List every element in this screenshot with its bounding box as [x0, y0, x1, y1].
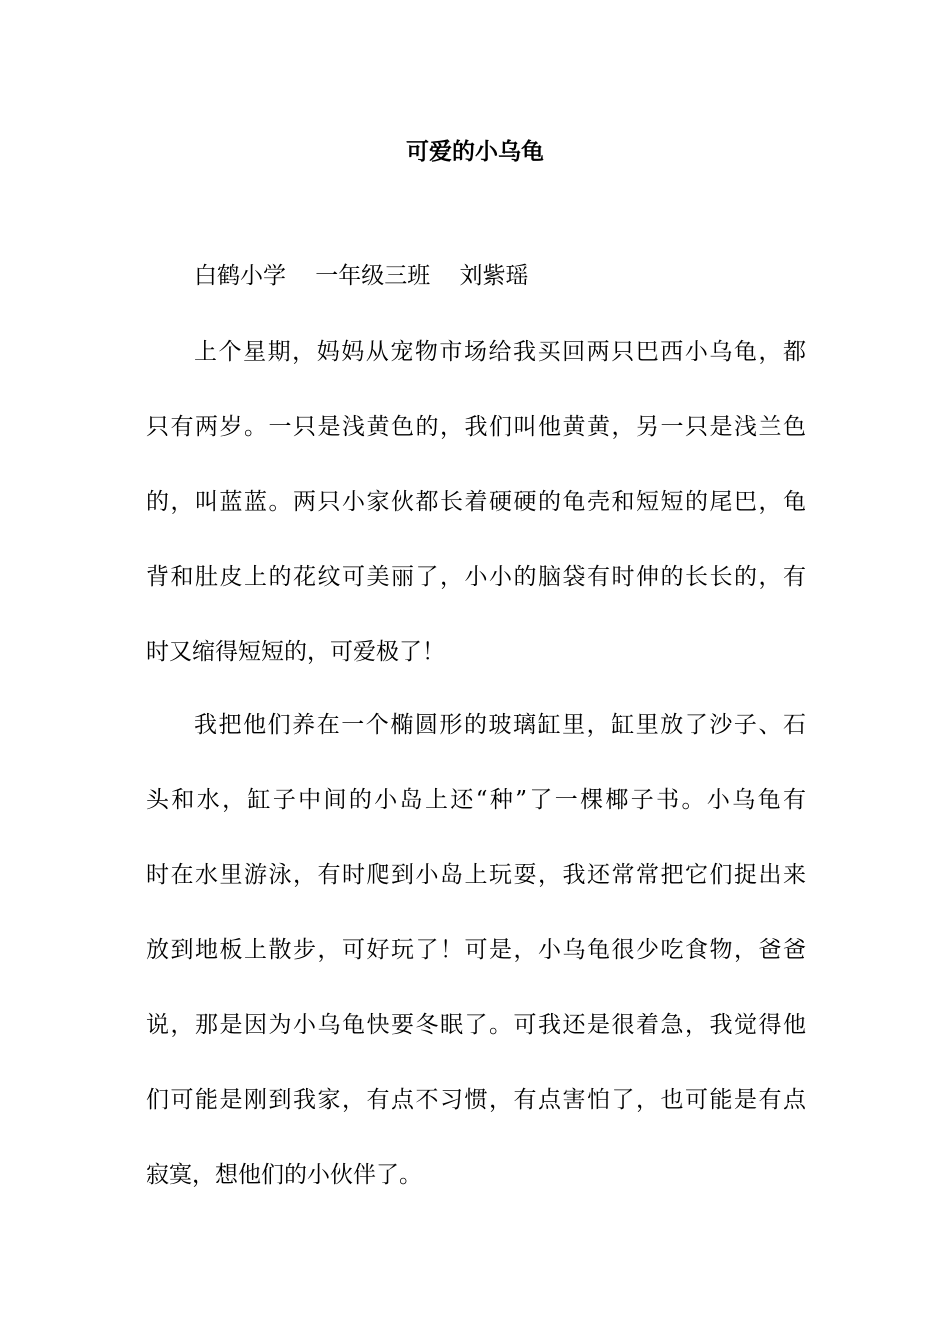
paragraph-1-line-5: 时又缩得短短的，可爱极了！ — [146, 639, 445, 665]
paragraph-2-line-4: 放到地板上散步，可好玩了！可是，小乌龟很少吃食物，爸爸 — [146, 937, 806, 963]
paragraph-1-line-4: 背和肚皮上的花纹可美丽了，小小的脑袋有时伸的长长的，有 — [146, 564, 806, 590]
author-byline: 白鹤小学 一年级三班 刘紫瑶 — [194, 263, 529, 289]
paragraph-2-line-2: 头和水，缸子中间的小岛上还“种”了一棵椰子书。小乌龟有 — [146, 787, 806, 813]
paragraph-2-line-6: 们可能是刚到我家，有点不习惯，有点害怕了，也可能是有点 — [146, 1087, 806, 1113]
paragraph-1-line-2: 只有两岁。一只是浅黄色的，我们叫他黄黄，另一只是浅兰色 — [146, 414, 806, 440]
paragraph-2-line-7: 寂寞，想他们的小伙伴了。 — [146, 1162, 422, 1188]
document-title: 可爱的小乌龟 — [406, 139, 544, 165]
paragraph-2-line-1: 我把他们养在一个椭圆形的玻璃缸里，缸里放了沙子、石 — [194, 712, 806, 738]
paragraph-1-line-1: 上个星期，妈妈从宠物市场给我买回两只巴西小乌龟，都 — [194, 339, 806, 365]
paragraph-1-line-3: 的，叫蓝蓝。两只小家伙都长着硬硬的龟壳和短短的尾巴，龟 — [146, 489, 806, 515]
paragraph-2-line-5: 说，那是因为小乌龟快要冬眠了。可我还是很着急，我觉得他 — [146, 1012, 806, 1038]
paragraph-2-line-3: 时在水里游泳，有时爬到小岛上玩耍，我还常常把它们捉出来 — [146, 862, 806, 888]
